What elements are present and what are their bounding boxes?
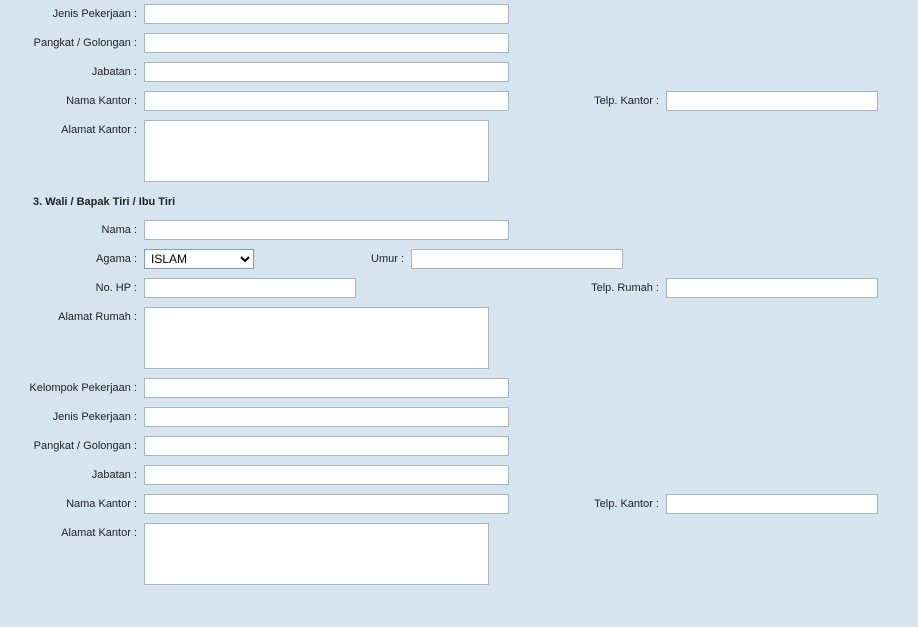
label-pangkat-golongan-parent: Pangkat / Golongan : xyxy=(33,37,137,49)
row-nama-kantor-wali xyxy=(0,494,918,514)
label-nama-wali: Nama : xyxy=(101,224,137,236)
row-nama-kantor-parent xyxy=(0,91,918,111)
jabatan-parent-input[interactable] xyxy=(144,62,509,82)
section-title-wali: 3. Wali / Bapak Tiri / Ibu Tiri xyxy=(33,196,176,208)
label-nama-kantor-parent: Nama Kantor : xyxy=(66,95,137,107)
label-jabatan-wali: Jabatan : xyxy=(91,469,137,481)
label-telp-kantor-wali: Telp. Kantor : xyxy=(594,498,659,510)
row-nama-wali xyxy=(0,220,918,240)
umur-wali-input[interactable] xyxy=(411,249,623,269)
label-jenis-pekerjaan-parent: Jenis Pekerjaan : xyxy=(52,8,137,20)
label-telp-kantor-parent: Telp. Kantor : xyxy=(594,95,659,107)
row-alamat-kantor-parent xyxy=(0,120,918,182)
kelompok-pekerjaan-wali-input[interactable] xyxy=(144,378,509,398)
row-pangkat-golongan-wali xyxy=(0,436,918,456)
row-agama-wali xyxy=(0,249,918,269)
label-alamat-rumah-wali: Alamat Rumah : xyxy=(58,311,137,323)
alamat-kantor-parent-textarea[interactable] xyxy=(144,120,489,182)
row-jenis-pekerjaan-wali xyxy=(0,407,918,427)
label-alamat-kantor-parent: Alamat Kantor : xyxy=(61,124,137,136)
jenis-pekerjaan-wali-input[interactable] xyxy=(144,407,509,427)
pangkat-golongan-parent-input[interactable] xyxy=(144,33,509,53)
label-nama-kantor-wali: Nama Kantor : xyxy=(66,498,137,510)
row-alamat-kantor-wali xyxy=(0,523,918,585)
telp-kantor-wali-input[interactable] xyxy=(666,494,878,514)
label-jabatan-parent: Jabatan : xyxy=(91,66,137,78)
nama-wali-input[interactable] xyxy=(144,220,509,240)
group-umur-wali xyxy=(292,249,623,269)
group-telp-kantor-parent xyxy=(547,91,878,111)
label-nohp-wali: No. HP : xyxy=(95,282,137,294)
nohp-wali-input[interactable] xyxy=(144,278,356,298)
label-jenis-pekerjaan-wali: Jenis Pekerjaan : xyxy=(52,411,137,423)
label-telp-rumah-wali: Telp. Rumah : xyxy=(591,282,659,294)
row-nohp-wali xyxy=(0,278,918,298)
label-agama-wali: Agama : xyxy=(96,253,137,265)
group-telp-rumah-wali xyxy=(547,278,878,298)
label-kelompok-pekerjaan-wali: Kelompok Pekerjaan : xyxy=(29,382,137,394)
jenis-pekerjaan-parent-input[interactable] xyxy=(144,4,509,24)
alamat-rumah-wali-textarea[interactable] xyxy=(144,307,489,369)
jabatan-wali-input[interactable] xyxy=(144,465,509,485)
nama-kantor-parent-input[interactable] xyxy=(144,91,509,111)
row-pangkat-golongan-parent xyxy=(0,33,918,53)
row-jenis-pekerjaan-parent xyxy=(0,4,918,24)
label-alamat-kantor-wali: Alamat Kantor : xyxy=(61,527,137,539)
row-alamat-rumah-wali xyxy=(0,307,918,369)
telp-kantor-parent-input[interactable] xyxy=(666,91,878,111)
telp-rumah-wali-input[interactable] xyxy=(666,278,878,298)
row-jabatan-wali xyxy=(0,465,918,485)
nama-kantor-wali-input[interactable] xyxy=(144,494,509,514)
label-pangkat-golongan-wali: Pangkat / Golongan : xyxy=(33,440,137,452)
label-umur-wali: Umur : xyxy=(371,253,404,265)
pangkat-golongan-wali-input[interactable] xyxy=(144,436,509,456)
alamat-kantor-wali-textarea[interactable] xyxy=(144,523,489,585)
row-jabatan-parent xyxy=(0,62,918,82)
group-telp-kantor-wali xyxy=(547,494,878,514)
agama-wali-select[interactable] xyxy=(144,249,254,269)
row-kelompok-pekerjaan-wali xyxy=(0,378,918,398)
